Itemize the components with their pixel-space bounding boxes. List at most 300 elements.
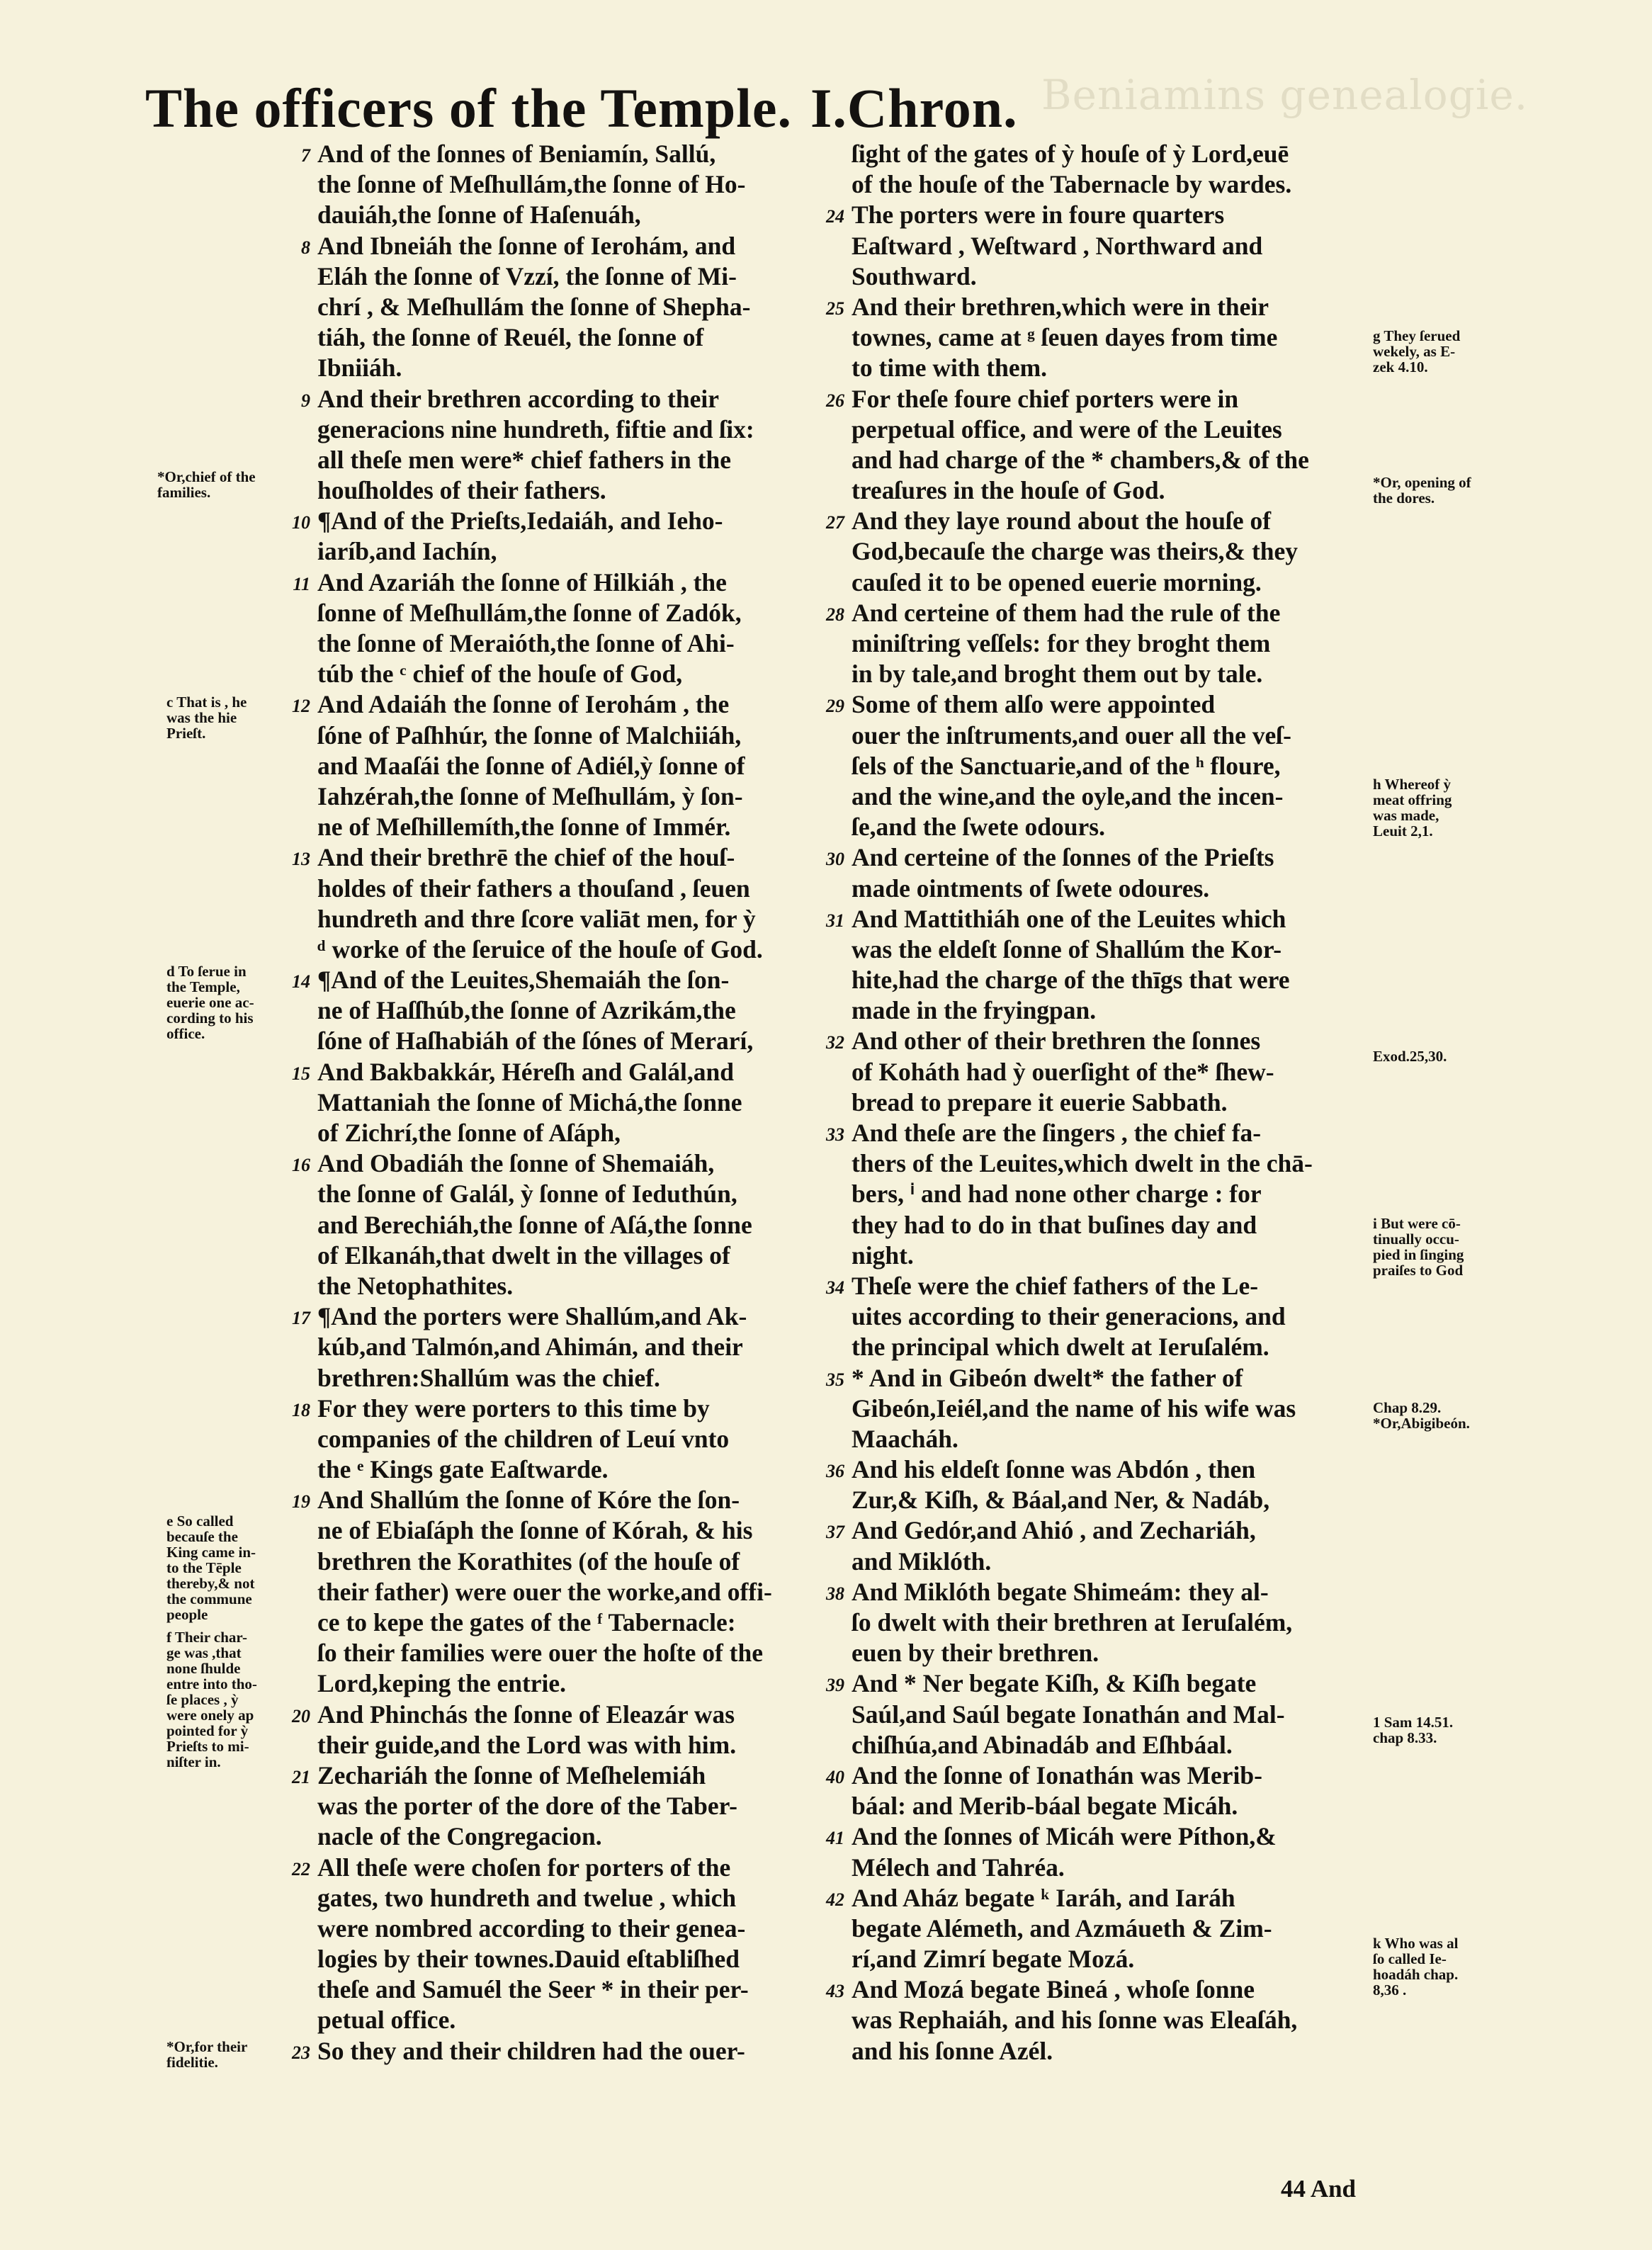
text-line xyxy=(293,567,838,598)
line-text: their father) were ouer the worke,and offi- xyxy=(317,1577,772,1606)
margin-note-line: c That is , he xyxy=(166,694,247,711)
line-text: ne of Haſſhúb,the ſonne of Azrikám,the xyxy=(317,996,736,1025)
verse-number: 23 xyxy=(292,2042,310,2063)
line-text: brethren the Korathites (of the houſe of xyxy=(317,1547,740,1576)
text-line xyxy=(852,536,1367,567)
text-line xyxy=(852,1424,1367,1454)
line-text: Eaſtward , Weſtward , Northward and xyxy=(852,231,1263,260)
text-line xyxy=(317,874,838,904)
margin-note-line: thereby,& not xyxy=(166,1575,255,1592)
line-text: made ointments of ſwete odoures. xyxy=(852,874,1210,903)
margin-note-line: zek 4.10. xyxy=(1373,358,1428,375)
margin-note-f xyxy=(166,1629,257,1770)
text-line xyxy=(852,1087,1367,1118)
line-text: to time with them. xyxy=(852,354,1048,383)
text-line xyxy=(292,2036,838,2067)
line-text: And Phinchás the ſonne of Eleazár was xyxy=(317,1700,735,1729)
margin-note-g xyxy=(1373,328,1460,375)
text-line xyxy=(852,1853,1367,1883)
line-text: in by tale,and broght them out by tale. xyxy=(852,660,1263,689)
line-text: the ſonne of Meraióth,the ſonne of Ahi- xyxy=(317,629,735,657)
line-text: miniſtring veſſels: for they broght them xyxy=(852,629,1271,657)
line-text: Maacháh. xyxy=(852,1424,958,1453)
left-text-column xyxy=(292,139,838,2067)
verse-number: 40 xyxy=(826,1766,844,1787)
text-line xyxy=(852,659,1367,689)
text-line xyxy=(852,1393,1367,1424)
line-text: night. xyxy=(852,1240,914,1270)
text-line xyxy=(852,169,1367,200)
line-text: báal: and Merib-báal begate Micáh. xyxy=(852,1792,1238,1821)
text-line xyxy=(292,842,838,873)
verse-number: 7 xyxy=(301,145,310,166)
line-text: gates, two hundreth and twelue , which xyxy=(317,1883,737,1912)
line-text: Saúl,and Saúl begate Ionathán and Mal- xyxy=(852,1700,1285,1729)
verse-number: 38 xyxy=(826,1583,844,1604)
line-text: rí,and Zimrí begate Mozá. xyxy=(852,1945,1135,1974)
line-text: And the ſonne of Ionathán was Merib- xyxy=(852,1760,1262,1790)
margin-note-d xyxy=(166,963,254,1041)
line-text: And certeine of the ſonnes of the Prieſts xyxy=(852,843,1274,872)
text-line xyxy=(826,842,1367,873)
text-line xyxy=(317,1668,838,1699)
margin-note-e xyxy=(166,1513,256,1622)
verse-number: 33 xyxy=(826,1124,844,1145)
text-line xyxy=(317,1424,838,1454)
text-line xyxy=(317,475,838,506)
text-line xyxy=(826,1577,1367,1607)
line-text: the principal which dwelt at Ieruſalém. xyxy=(852,1333,1269,1362)
text-line xyxy=(852,1057,1367,1087)
line-text: ouer the inſtruments,and ouer all the veſ- xyxy=(852,720,1291,750)
verse-number: 12 xyxy=(292,696,310,717)
text-line xyxy=(317,1730,838,1760)
text-line xyxy=(292,1148,838,1179)
verse-number: 28 xyxy=(826,604,844,625)
verse-number: 43 xyxy=(826,1981,844,2002)
line-text: And Aház begate ᵏ Iaráh, and Iaráh xyxy=(852,1883,1235,1912)
margin-note-line: pied in ſinging xyxy=(1373,1246,1464,1263)
text-line xyxy=(317,445,838,475)
text-line xyxy=(852,995,1367,1026)
text-line xyxy=(317,598,838,628)
line-text: For they were porters to this time by xyxy=(317,1393,710,1423)
text-line xyxy=(852,1913,1367,1944)
verse-number: 20 xyxy=(292,1705,310,1726)
line-text: ce to kepe the gates of the ᶠ Tabernacle: xyxy=(317,1608,736,1636)
line-text: And Bakbakkár, Héreſh and Galál,and xyxy=(317,1057,734,1086)
line-text: ¶And of the Leuites,Shemaiáh the ſon- xyxy=(317,966,730,995)
text-line xyxy=(852,1301,1367,1332)
text-line xyxy=(301,231,838,261)
line-text: and the wine,and the oyle,and the incen- xyxy=(852,781,1284,810)
verse-number: 10 xyxy=(292,512,310,533)
verse-number: 8 xyxy=(301,237,310,258)
text-line xyxy=(317,1913,838,1944)
text-line xyxy=(317,1026,838,1056)
line-text: ſels of the Sanctuarie,and of the ʰ floure, xyxy=(852,751,1281,780)
line-text: was the eldeſt ſonne of Shallúm the Kor- xyxy=(852,934,1282,963)
line-text: And Obadiáh the ſonne of Shemaiáh, xyxy=(317,1149,715,1178)
text-line xyxy=(317,904,838,934)
margin-note-line: to the Tēple xyxy=(166,1559,242,1576)
text-line xyxy=(317,2005,838,2035)
line-text: hundreth and thre ſcore valiāt men, for ỳ xyxy=(317,904,756,933)
margin-note-line: ge was ,that xyxy=(166,1644,242,1661)
text-line xyxy=(317,261,838,292)
line-text: túb the ᶜ chief of the houſe of God, xyxy=(317,660,683,689)
line-text: Southward. xyxy=(852,261,977,290)
verse-number: 25 xyxy=(826,298,844,319)
line-text: of Koháth had ỳ ouerſight of the* ſhew- xyxy=(852,1057,1274,1086)
text-line xyxy=(317,1638,838,1668)
text-line xyxy=(317,1087,838,1118)
line-text: Some of them alſo were appointed xyxy=(852,690,1216,719)
text-line xyxy=(292,1057,838,1087)
line-text: and had charge of the * chambers,& of the xyxy=(852,445,1309,474)
verse-number: 21 xyxy=(292,1766,310,1787)
text-line xyxy=(852,353,1367,383)
line-text: of Zichrí,the ſonne of Aſáph, xyxy=(317,1119,621,1147)
line-text: townes, came at ᵍ ſeuen dayes from time xyxy=(852,323,1278,352)
line-text: Lord,keping the entrie. xyxy=(317,1669,567,1698)
line-text: Zechariáh the ſonne of Meſhelemiáh xyxy=(317,1760,706,1790)
verse-number: 27 xyxy=(826,512,844,533)
line-text: houſholdes of their fathers. xyxy=(317,476,606,505)
margin-note-sam xyxy=(1373,1714,1453,1746)
verse-number: 37 xyxy=(826,1522,844,1543)
text-line xyxy=(852,1638,1367,1668)
text-line xyxy=(317,322,838,353)
text-line xyxy=(826,1883,1367,1913)
text-line xyxy=(317,536,838,567)
margin-note-line: ſo called Ie- xyxy=(1373,1950,1447,1967)
text-line xyxy=(317,1547,838,1577)
text-line xyxy=(852,1547,1367,1577)
margin-note-line: e So called xyxy=(166,1513,234,1530)
line-text: thers of the Leuites,which dwelt in the chā- xyxy=(852,1149,1313,1178)
text-line xyxy=(852,414,1367,445)
line-text: And other of their brethren the ſonnes xyxy=(852,1027,1261,1056)
text-line xyxy=(317,169,838,200)
text-line xyxy=(852,812,1367,842)
bleed-through-title: Beniamins genealogie. xyxy=(1041,71,1529,119)
text-line xyxy=(852,1607,1367,1638)
margin-note-line: Chap 8.29. xyxy=(1373,1399,1442,1416)
margin-note-line: people xyxy=(166,1606,208,1623)
catchword: 44 And xyxy=(1281,2175,1357,2203)
margin-note-line: were onely ap xyxy=(166,1707,254,1724)
line-text: And they laye round about the houſe of xyxy=(852,507,1272,536)
margin-note-line: i But were cō- xyxy=(1373,1215,1461,1232)
text-line xyxy=(826,1454,1367,1485)
margin-note-line: chap 8.33. xyxy=(1373,1729,1437,1746)
verse-number: 9 xyxy=(301,390,310,411)
margin-note-exod xyxy=(1373,1048,1447,1064)
text-line xyxy=(826,1760,1367,1791)
text-line xyxy=(826,1271,1367,1301)
text-line xyxy=(292,965,838,995)
text-line xyxy=(292,1700,838,1730)
margin-note-line: was made, xyxy=(1373,807,1439,824)
margin-note-line: wekely, as E- xyxy=(1373,343,1456,360)
line-text: The porters were in foure quarters xyxy=(852,200,1225,230)
line-text: And Mattithiáh one of the Leuites which xyxy=(852,904,1286,933)
line-text: chrí , & Meſhullám the ſonne of Shepha- xyxy=(317,292,751,321)
line-text: holdes of their fathers a thouſand , ſeuen xyxy=(317,874,750,903)
verse-number: 31 xyxy=(826,910,844,931)
line-text: And Gedór,and Ahió , and Zechariáh, xyxy=(852,1516,1256,1545)
line-text: And their brethrē the chief of the houſ- xyxy=(317,843,735,872)
verse-number: 14 xyxy=(292,971,310,993)
line-text: tiáh, the ſonne of Reuél, the ſonne of xyxy=(317,323,704,352)
verse-number: 34 xyxy=(826,1277,844,1298)
line-text: perpetual office, and were of the Leuites xyxy=(852,414,1282,443)
text-line xyxy=(826,292,1367,322)
line-text: and Miklóth. xyxy=(852,1547,992,1576)
line-text: chiſhúa,and Abinadáb and Eſhbáal. xyxy=(852,1730,1233,1759)
line-text: the ſonne of Galál, ỳ ſonne of Ieduthún, xyxy=(317,1180,737,1209)
margin-note-line: King came in- xyxy=(166,1544,256,1561)
margin-note-line: k Who was al xyxy=(1373,1935,1459,1952)
margin-note-line: meat offring xyxy=(1373,791,1452,808)
text-line xyxy=(317,1332,838,1362)
line-text: nacle of the Congregacion. xyxy=(317,1822,602,1851)
text-line xyxy=(852,874,1367,904)
line-text: petual office. xyxy=(317,2006,456,2035)
line-text: generacions nine hundreth, fiftie and ſix: xyxy=(317,414,754,443)
line-text: logies by their townes.Dauid eſtabliſhed xyxy=(317,1945,740,1974)
text-line xyxy=(852,965,1367,995)
text-line xyxy=(826,1515,1367,1546)
text-line xyxy=(317,628,838,659)
text-line xyxy=(852,720,1367,751)
margin-note-line: d To ſerue in xyxy=(166,963,247,980)
line-text: ne of Meſhillemíth,the ſonne of Immér. xyxy=(317,813,731,842)
text-line xyxy=(317,1363,838,1393)
margin-note-chap8 xyxy=(1373,1400,1470,1431)
line-text: And the ſonnes of Micáh were Píthon,& xyxy=(852,1822,1277,1851)
text-line xyxy=(826,1118,1367,1148)
text-line xyxy=(852,1210,1367,1240)
text-line xyxy=(852,567,1367,598)
line-text: And Adaiáh the ſonne of Ierohám , the xyxy=(317,690,730,719)
line-text: ſe,and the ſwete odours. xyxy=(852,813,1105,842)
text-line xyxy=(852,139,1367,169)
verse-number: 26 xyxy=(826,390,844,411)
margin-note-line: none ſhulde xyxy=(166,1660,241,1677)
text-line xyxy=(317,781,838,812)
verse-number: 35 xyxy=(826,1369,844,1390)
line-text: was Rephaiáh, and his ſonne was Eleaſáh, xyxy=(852,2006,1298,2035)
line-text: ſonne of Meſhullám,the ſonne of Zadók, xyxy=(317,598,742,627)
margin-note-line: *Or,chief of the xyxy=(157,468,256,485)
margin-note-line: *Or,for their xyxy=(166,2038,248,2055)
margin-note-line: ſe places , ỳ xyxy=(166,1691,239,1708)
line-text: ſo their families were ouer the hoſte of the xyxy=(317,1639,763,1668)
line-text: dauiáh,the ſonne of Haſenuáh, xyxy=(317,200,641,230)
line-text: bers, ⁱ and had none other charge : for xyxy=(852,1180,1262,1209)
line-text: And theſe are the ſingers , the chief fa- xyxy=(852,1119,1262,1147)
page-header xyxy=(145,77,1018,140)
margin-note-line: the commune xyxy=(166,1590,252,1607)
margin-note-line: pointed for ỳ xyxy=(166,1722,249,1739)
text-line xyxy=(852,751,1367,781)
text-line xyxy=(292,1393,838,1424)
margin-note-line: 8,36 . xyxy=(1373,1982,1407,1999)
line-text: bread to prepare it euerie Sabbath. xyxy=(852,1087,1228,1116)
line-text: and Maaſái the ſonne of Adiél,ỳ ſonne of xyxy=(317,751,745,780)
line-text: And Shallúm the ſonne of Kóre the ſon- xyxy=(317,1486,740,1515)
text-line xyxy=(317,292,838,322)
verse-number: 41 xyxy=(826,1828,844,1849)
text-line xyxy=(317,1515,838,1546)
line-text: and his ſonne Azél. xyxy=(852,2036,1053,2065)
text-line xyxy=(317,1118,838,1148)
text-line xyxy=(826,1974,1367,2005)
text-line xyxy=(826,506,1367,536)
text-line xyxy=(317,1240,838,1271)
text-line xyxy=(852,1791,1367,1821)
text-line xyxy=(317,659,838,689)
line-text: Mattaniah the ſonne of Michá,the ſonne xyxy=(317,1087,742,1116)
line-text: the Netophathites. xyxy=(317,1271,514,1300)
text-line xyxy=(317,1210,838,1240)
right-text-column xyxy=(826,139,1367,2067)
margin-note-line: the dores. xyxy=(1373,490,1435,507)
line-text: all theſe men were* chief fathers in the xyxy=(317,445,731,474)
line-text: hite,had the charge of the thīgs that were xyxy=(852,966,1290,995)
verse-number: 15 xyxy=(292,1063,310,1084)
margin-note-line: tinually occu- xyxy=(1373,1231,1459,1248)
margin-note-line: 1 Sam 14.51. xyxy=(1373,1714,1454,1731)
line-text: Ibniiáh. xyxy=(317,354,402,383)
verse-number: 19 xyxy=(292,1491,310,1513)
line-text: Mélech and Tahréa. xyxy=(852,1853,1065,1882)
line-text: uites according to their generacions, and xyxy=(852,1302,1286,1331)
line-text: ſóne of Paſhhúr, the ſonne of Malchiiáh, xyxy=(317,720,742,750)
margin-note-line: Exod.25,30. xyxy=(1373,1048,1447,1065)
line-text: ¶And of the Prieſts,Iedaiáh, and Ieho- xyxy=(317,507,723,536)
line-text: And Ibneiáh the ſonne of Ierohám, and xyxy=(317,231,736,260)
margin-note-or-chief xyxy=(157,469,256,500)
margin-note-line: *Or,Abigibeón. xyxy=(1373,1415,1470,1432)
line-text: the ᵉ Kings gate Eaſtwarde. xyxy=(317,1455,609,1484)
text-line xyxy=(292,506,838,536)
text-line xyxy=(852,261,1367,292)
line-text: begate Alémeth, and Azmáueth & Zim- xyxy=(852,1913,1272,1943)
line-text: brethren:Shallúm was the chief. xyxy=(317,1363,660,1392)
text-line xyxy=(826,904,1367,934)
text-line xyxy=(826,1363,1367,1393)
text-line xyxy=(317,414,838,445)
text-line xyxy=(826,200,1367,230)
line-text: Theſe were the chief fathers of the Le- xyxy=(852,1271,1259,1300)
text-line xyxy=(317,1944,838,1974)
text-line xyxy=(292,1853,838,1883)
text-line xyxy=(292,1760,838,1791)
text-line xyxy=(317,1454,838,1485)
line-text: And Azariáh the ſonne of Hilkiáh , the xyxy=(317,567,727,597)
line-text: their guide,and the Lord was with him. xyxy=(317,1730,737,1759)
text-line xyxy=(826,384,1367,414)
text-line xyxy=(317,1821,838,1852)
text-line xyxy=(852,1179,1367,1209)
text-line xyxy=(826,598,1367,628)
text-line xyxy=(317,1974,838,2005)
text-line xyxy=(317,1607,838,1638)
margin-note-line: becauſe the xyxy=(166,1528,238,1545)
text-line xyxy=(317,934,838,965)
line-text: Gibeón,Ieiél,and the name of his wife was xyxy=(852,1393,1296,1423)
verse-number: 32 xyxy=(826,1032,844,1053)
line-text: they had to do in that buſines day and xyxy=(852,1210,1257,1239)
margin-note-line: office. xyxy=(166,1025,205,1042)
margin-note-line: g They ſerued xyxy=(1373,327,1461,344)
line-text: Iahzérah,the ſonne of Meſhullám, ỳ ſon- xyxy=(317,781,743,810)
line-text: And of the ſonnes of Beniamín, Sallú, xyxy=(317,140,716,168)
line-text: ſo dwelt with their brethren at Ieruſalém, xyxy=(852,1608,1293,1636)
text-line xyxy=(317,1883,838,1913)
text-line xyxy=(852,781,1367,812)
line-text: iaríb,and Iachín, xyxy=(317,537,497,566)
text-line xyxy=(852,475,1367,506)
text-line xyxy=(317,200,838,230)
line-text: God,becauſe the charge was theirs,& they xyxy=(852,537,1299,566)
margin-note-line: fidelitie. xyxy=(166,2054,218,2071)
line-text: cauſed it to be opened euerie morning. xyxy=(852,567,1262,597)
margin-note-k xyxy=(1373,1935,1458,1998)
verse-number: 39 xyxy=(826,1675,844,1696)
text-line xyxy=(852,628,1367,659)
line-text: So they and their children had the ouer- xyxy=(317,2036,745,2065)
margin-note-line: praiſes to God xyxy=(1373,1262,1464,1279)
margin-note-or-open xyxy=(1373,475,1471,506)
text-line xyxy=(852,1700,1367,1730)
running-title: The officers of the Temple. xyxy=(145,77,793,139)
line-text: the ſonne of Meſhullám,the ſonne of Ho- xyxy=(317,170,746,199)
line-text: ne of Ebiaſáph the ſonne of Kórah, & his xyxy=(317,1516,753,1545)
text-line xyxy=(826,689,1367,720)
text-line xyxy=(301,384,838,414)
text-line xyxy=(317,995,838,1026)
line-text: For theſe foure chief porters were in xyxy=(852,384,1239,413)
line-text: Eláh the ſonne of Vzzí, the ſonne of Mi- xyxy=(317,261,737,290)
verse-number: 29 xyxy=(826,696,844,717)
text-line xyxy=(852,1332,1367,1362)
text-line xyxy=(852,322,1367,353)
verse-number: 42 xyxy=(826,1889,844,1910)
line-text: * And in Gibeón dwelt* the father of xyxy=(852,1363,1243,1392)
verse-number: 16 xyxy=(292,1155,310,1176)
margin-note-or-faith xyxy=(166,2039,247,2070)
line-text: ᵈ worke of the ſeruice of the houſe of God. xyxy=(317,934,763,963)
text-line xyxy=(292,1485,838,1515)
line-text: of the houſe of the Tabernacle by wardes. xyxy=(852,170,1292,199)
verse-number: 17 xyxy=(292,1308,310,1329)
text-line xyxy=(852,231,1367,261)
line-text: companies of the children of Leuí vnto xyxy=(317,1424,730,1453)
text-line xyxy=(292,689,838,720)
line-text: ¶And the porters were Shallúm,and Ak- xyxy=(317,1302,747,1331)
text-line xyxy=(301,139,838,169)
book-title: I.Chron. xyxy=(810,77,1018,139)
margin-note-line: euerie one ac- xyxy=(166,994,254,1011)
text-line xyxy=(317,1577,838,1607)
line-text: And Mozá begate Bineá , whoſe ſonne xyxy=(852,1975,1255,2004)
margin-note-line: the Temple, xyxy=(166,978,240,995)
line-text: kúb,and Talmón,and Ahimán, and their xyxy=(317,1333,743,1362)
